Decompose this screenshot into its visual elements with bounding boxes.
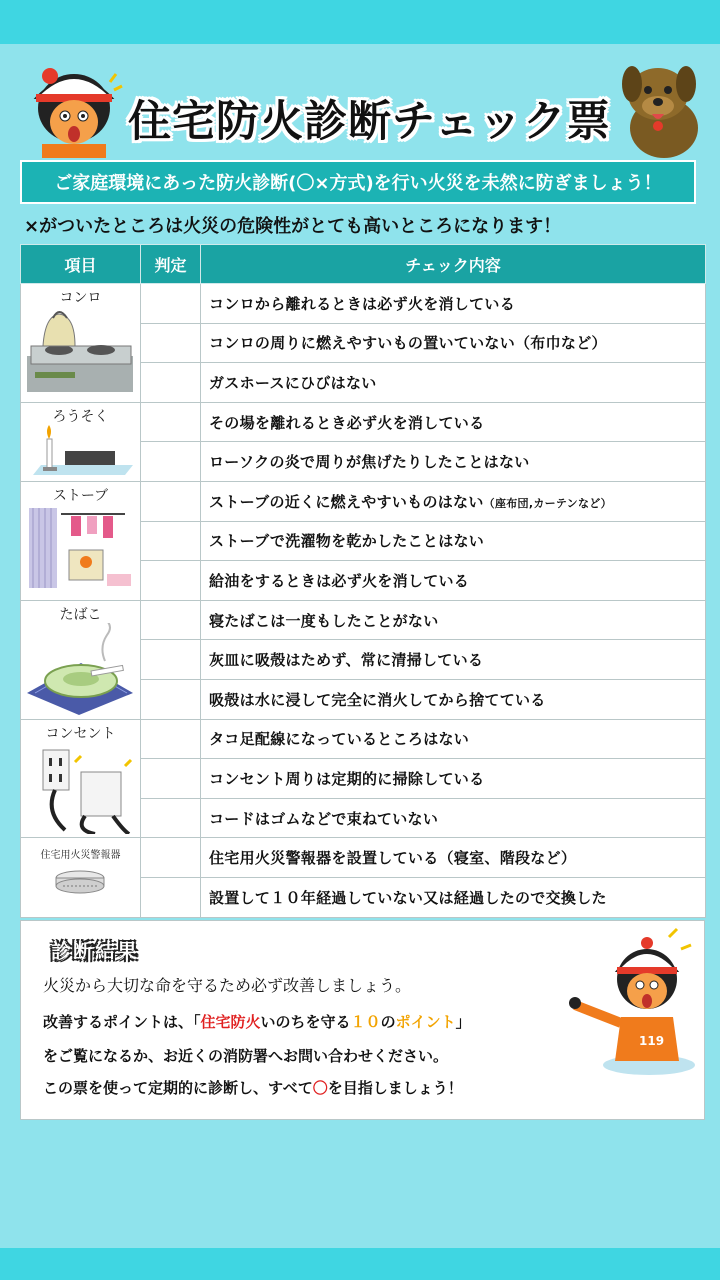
- result-highlight-red: 住宅防火: [200, 1013, 261, 1031]
- result-text: を目指しましょう！: [327, 1079, 463, 1097]
- check-item: [201, 481, 706, 521]
- header-item: 項目: [21, 245, 141, 284]
- firefighter-mascot-icon: [22, 60, 126, 158]
- judgement-cell[interactable]: [141, 363, 201, 403]
- result-circle-mark: 〇: [312, 1079, 328, 1097]
- check-table: [20, 244, 706, 918]
- firefighter-pointing-mascot-icon: [569, 927, 699, 1077]
- result-highlight-point: ポイント: [395, 1013, 456, 1031]
- power-outlet-icon: [25, 742, 135, 834]
- check-item: 給油をするときは必ず火を消している: [201, 561, 706, 601]
- category-heater: [21, 481, 141, 600]
- top-bar: [0, 0, 720, 44]
- warning-text: ×がついたところは火災の危険性がとても高いところになります！: [24, 216, 562, 237]
- check-item: 灰皿に吸殻はためず、常に清掃している: [201, 640, 706, 680]
- check-item-text: ストーブの近くに燃えやすいものはない: [209, 492, 484, 511]
- check-item: ストーブで洗濯物を乾かしたことはない: [201, 521, 706, 561]
- table-row: [21, 402, 706, 442]
- result-text: いのちを守る: [260, 1013, 351, 1031]
- check-item: 住宅用火災警報器を設置している（寝室、階段など）: [201, 838, 706, 878]
- mascot-badge-text: 119: [639, 1034, 665, 1048]
- judgement-cell[interactable]: [141, 679, 201, 719]
- result-line-4: [43, 1077, 463, 1098]
- result-line-3: をご覧になるか、お近くの消防署へお問い合わせください。: [43, 1047, 449, 1065]
- judgement-cell[interactable]: [141, 284, 201, 324]
- judgement-cell[interactable]: [141, 600, 201, 640]
- check-item: 設置して１０年経過していない又は経過したので交換した: [201, 877, 706, 917]
- judgement-cell[interactable]: [141, 838, 201, 878]
- check-item: ローソクの炎で周りが焦げたりしたことはない: [201, 442, 706, 482]
- table-row: [21, 284, 706, 324]
- smoke-alarm-icon: [25, 864, 135, 904]
- category-label: コンセント: [45, 725, 116, 742]
- check-item: 寝たばこは一度もしたことがない: [201, 600, 706, 640]
- table-row: [21, 838, 706, 878]
- result-title: 診断結果: [51, 939, 139, 963]
- judgement-cell[interactable]: [141, 402, 201, 442]
- check-item: その場を離れるとき必ず火を消している: [201, 402, 706, 442]
- check-item: コンロから離れるときは必ず火を消している: [201, 284, 706, 324]
- subtitle-text: ご家庭環境にあった防火診断(〇×方式)を行い火災を未然に防ぎましょう！: [54, 173, 662, 194]
- page-title: 住宅防火診断チェック票: [128, 97, 611, 147]
- diagnosis-result-box: [20, 920, 705, 1120]
- category-tobacco: [21, 600, 141, 719]
- check-item: コンセント周りは定期的に掃除している: [201, 759, 706, 799]
- result-text: の: [380, 1013, 396, 1031]
- result-text: 改善するポイントは、「: [43, 1013, 201, 1031]
- table-header-row: [21, 245, 706, 284]
- category-label: ろうそく: [52, 408, 109, 425]
- table-row: [21, 600, 706, 640]
- dog-mascot-icon: [606, 54, 712, 160]
- result-text: この票を使って定期的に診断し、すべて: [43, 1079, 313, 1097]
- ashtray-icon: [25, 623, 135, 715]
- result-highlight-number: １０: [350, 1013, 381, 1031]
- subtitle-banner: [20, 160, 696, 204]
- judgement-cell[interactable]: [141, 323, 201, 363]
- judgement-cell[interactable]: [141, 640, 201, 680]
- check-item: コンロの周りに燃えやすいもの置いていない（布巾など）: [201, 323, 706, 363]
- table-row: [21, 481, 706, 521]
- result-line-2: [43, 1011, 471, 1032]
- check-item: ガスホースにひびはない: [201, 363, 706, 403]
- result-text: 」: [455, 1013, 471, 1031]
- judgement-cell[interactable]: [141, 442, 201, 482]
- result-line-1: 火災から大切な命を守るため必ず改善しましょう。: [43, 976, 412, 995]
- judgement-cell[interactable]: [141, 798, 201, 838]
- judgement-cell[interactable]: [141, 561, 201, 601]
- category-label: たばこ: [59, 606, 102, 623]
- table-row: [21, 719, 706, 759]
- candle-icon: [25, 425, 135, 481]
- gas-stove-icon: [25, 306, 135, 396]
- category-candle: [21, 402, 141, 481]
- check-item-note: （座布団,カーテンなど）: [483, 496, 612, 510]
- category-label: コンロ: [59, 290, 102, 306]
- category-stove-top: [21, 284, 141, 403]
- category-label: ストーブ: [52, 487, 109, 504]
- check-item: タコ足配線になっているところはない: [201, 719, 706, 759]
- judgement-cell[interactable]: [141, 481, 201, 521]
- judgement-cell[interactable]: [141, 877, 201, 917]
- category-outlet: [21, 719, 141, 838]
- category-label: 住宅用火災警報器: [40, 850, 121, 862]
- header-judgement: 判定: [141, 245, 201, 284]
- bottom-bar: [0, 1248, 720, 1280]
- check-item: 吸殻は水に浸して完全に消火してから捨てている: [201, 679, 706, 719]
- judgement-cell[interactable]: [141, 719, 201, 759]
- heater-icon: [25, 504, 135, 596]
- header-check-content: チェック内容: [201, 245, 706, 284]
- judgement-cell[interactable]: [141, 759, 201, 799]
- judgement-cell[interactable]: [141, 521, 201, 561]
- check-item: コードはゴムなどで束ねていない: [201, 798, 706, 838]
- category-smoke-alarm: [21, 838, 141, 917]
